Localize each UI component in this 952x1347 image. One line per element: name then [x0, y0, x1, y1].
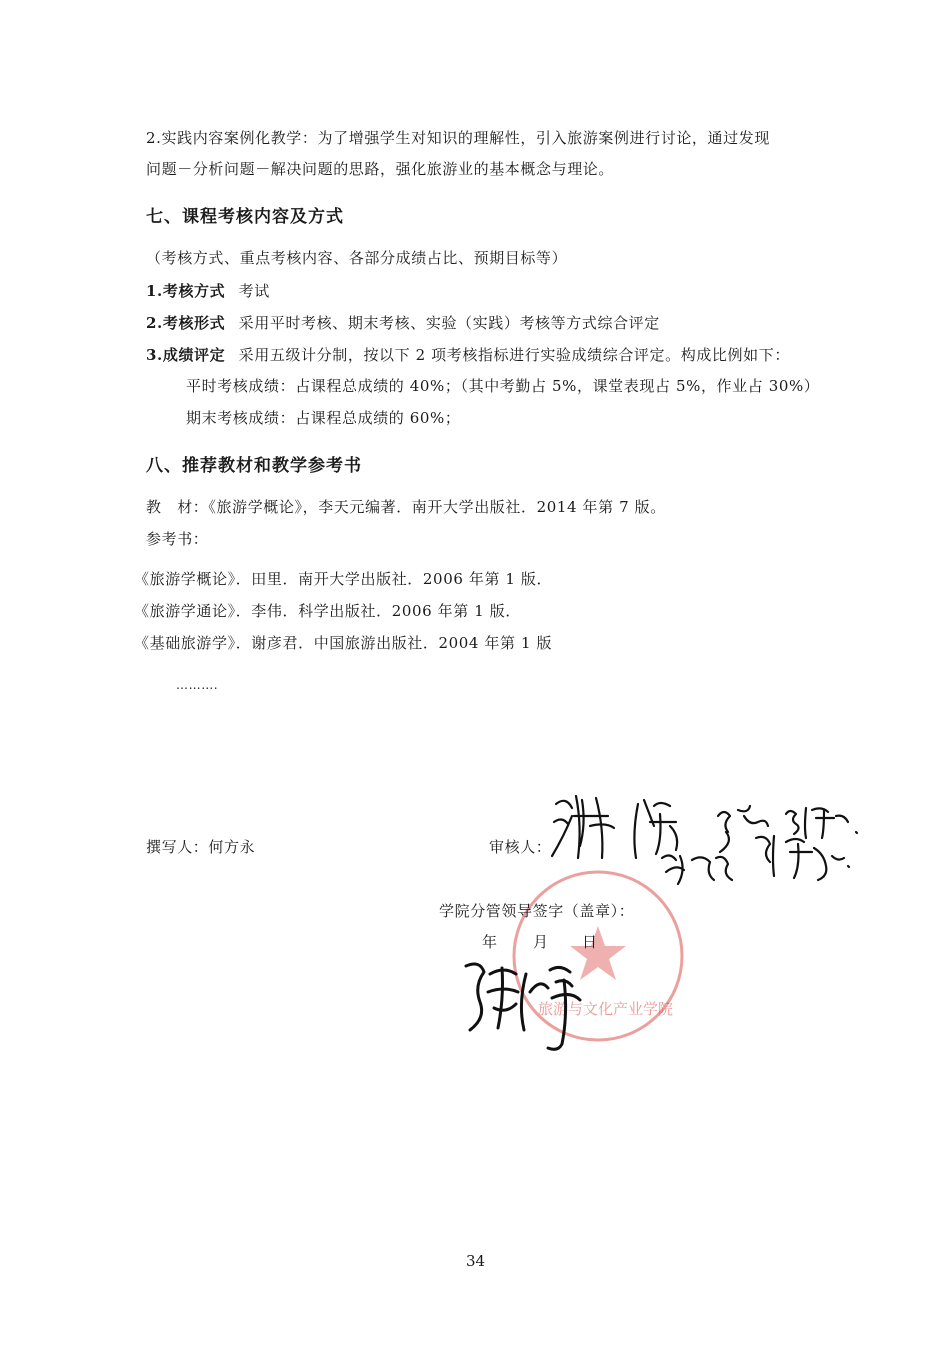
assessment-form-value: 采用平时考核、期末考核、实验（实践）考核等方式综合评定: [238, 314, 660, 332]
assessment-method-row: [146, 280, 270, 301]
teaching-method-line-2: 问题－分析问题－解决问题的思路，强化旅游业的基本概念与理论。: [146, 160, 615, 178]
date-day: 日: [582, 933, 598, 951]
grading-final-score: 期末考核成绩：占课程总成绩的 60%；: [186, 409, 461, 427]
assessment-form-row: [146, 312, 660, 333]
date-month: 月: [533, 933, 549, 951]
section-7-note: （考核方式、重点考核内容、各部分成绩占比、预期目标等）: [146, 249, 568, 267]
references-label: 参考书：: [146, 530, 209, 548]
assessment-form-label: 2.考核形式: [146, 314, 226, 332]
ellipsis: ……….: [176, 678, 219, 692]
grading-label: 3.成绩评定: [146, 346, 226, 364]
college-leader-label: 学院分管领导签字（盖章）：: [439, 902, 635, 920]
date-year: 年: [482, 933, 498, 951]
teaching-method-line-1: 2.实践内容案例化教学：为了增强学生对知识的理解性，引入旅游案例进行讨论，通过发现: [146, 129, 770, 147]
section-7-heading: 七、课程考核内容及方式: [146, 207, 344, 227]
assessment-method-value: 考试: [238, 282, 270, 300]
section-8-heading: 八、推荐教材和教学参考书: [146, 456, 362, 476]
reference-item-1: 《旅游学概论》．田里．南开大学出版社．2006 年第 1 版．: [134, 570, 553, 588]
grading-value: 采用五级计分制，按以下 2 项考核指标进行实验成绩综合评定。构成比例如下：: [238, 346, 790, 364]
page-number: 34: [466, 1252, 486, 1270]
reference-item-2: 《旅游学通论》．李伟．科学出版社．2006 年第 1 版．: [134, 602, 521, 620]
seal-text: 旅游与文化产业学院: [538, 1000, 674, 1018]
grading-row: [146, 344, 790, 365]
grading-regular-score: 平时考核成绩：占课程总成绩的 40%；（其中考勤占 5%，课堂表现占 5%，作业占 30%）: [186, 377, 820, 395]
author-line: 撰写人：何方永: [146, 838, 256, 856]
reference-item-3: 《基础旅游学》．谢彦君．中国旅游出版社．2004 年第 1 版: [134, 634, 553, 652]
textbook-line: 教 材：《旅游学概论》，李天元编著．南开大学出版社．2014 年第 7 版。: [146, 498, 666, 516]
assessment-method-label: 1.考核方式: [146, 282, 226, 300]
reviewer-label: 审核人：: [489, 838, 552, 856]
